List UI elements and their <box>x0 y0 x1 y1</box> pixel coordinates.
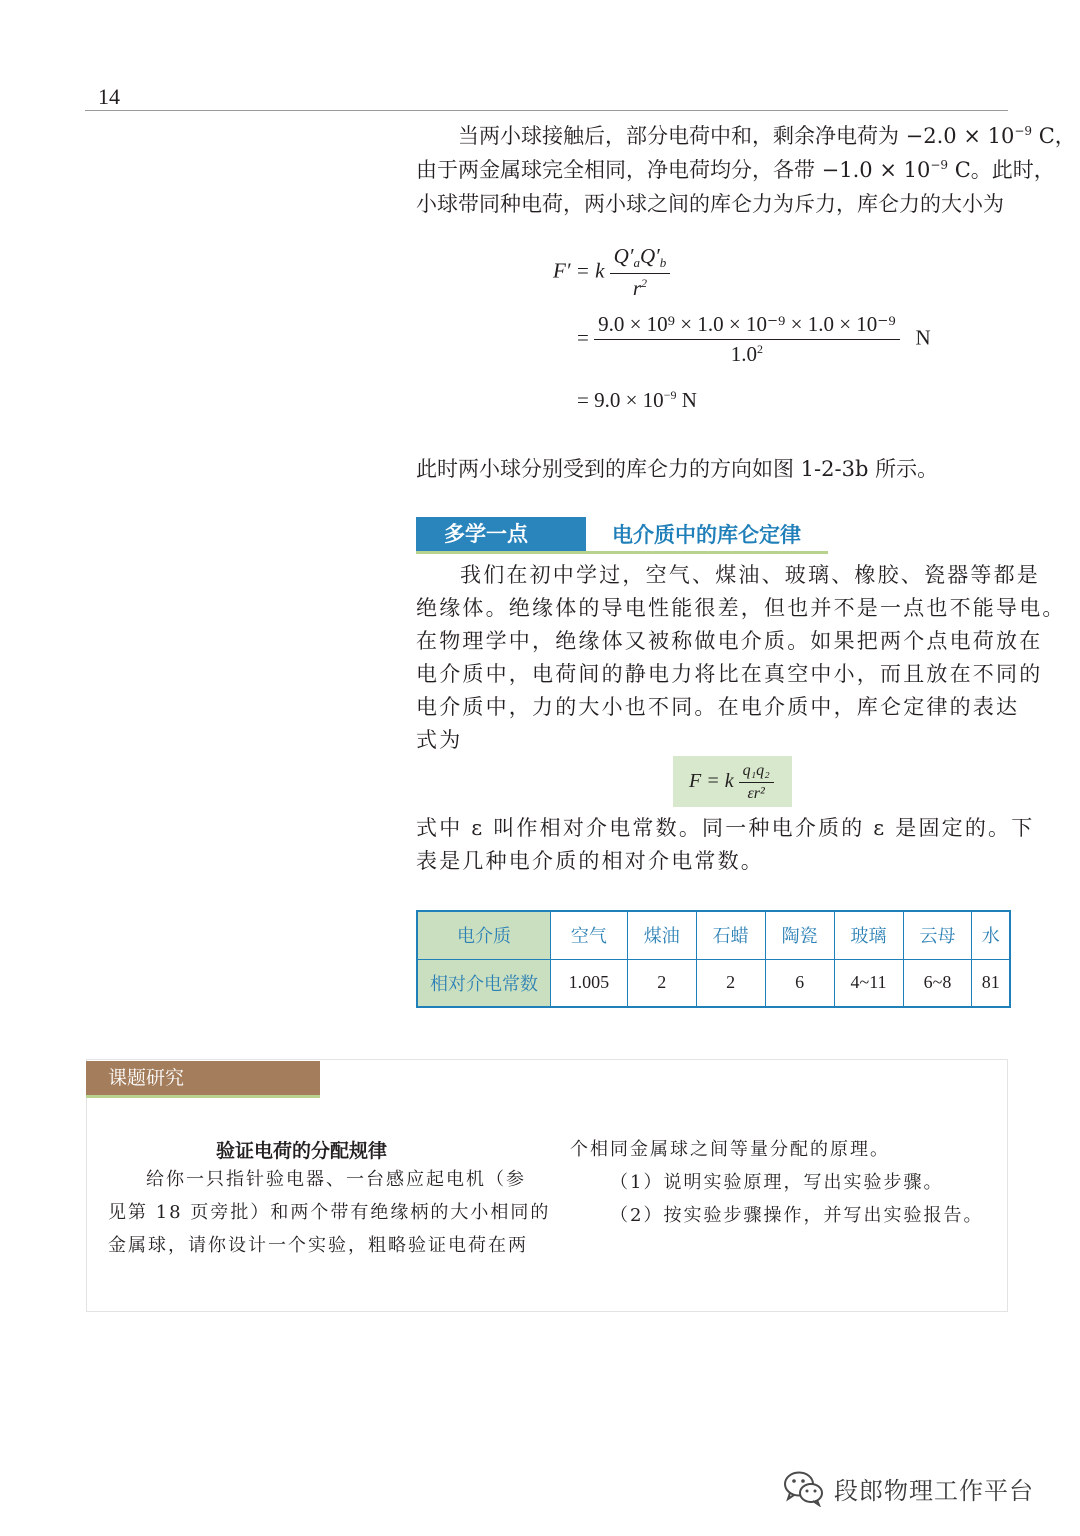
table-cell: 1.005 <box>551 959 628 1007</box>
paragraph-line: 电介质中，电荷间的静电力将比在真空中小，而且放在不同的 <box>416 662 1043 686</box>
table-cell: 云母 <box>903 911 972 959</box>
paragraph-line: 电介质中，力的大小也不同。在电介质中，库仑定律的表达 <box>416 695 1020 719</box>
header-rule <box>85 110 1008 111</box>
paragraph-line: 在物理学中，绝缘体又被称做电介质。如果把两个点电荷放在 <box>416 629 1043 653</box>
table-cell: 玻璃 <box>834 911 903 959</box>
watermark-text: 段郎物理工作平台 <box>834 1476 1034 1505</box>
table-cell: 陶瓷 <box>765 911 834 959</box>
table-cell: 2 <box>696 959 765 1007</box>
table-cell: 煤油 <box>627 911 696 959</box>
paragraph-line: 由于两金属球完全相同，净电荷均分，各带 $-1.0 \times 10^{-9}$ C。此时， <box>416 158 1055 182</box>
table-row <box>417 959 1010 1007</box>
paragraph-line: 绝缘体。绝缘体的导电性能很差，但也并不是一点也不能导电。 <box>416 596 1066 620</box>
table-cell: 石蜡 <box>696 911 765 959</box>
table-cell: 2 <box>627 959 696 1007</box>
research-left-text <box>108 1163 551 1262</box>
fraction: $\frac{Q'aQ'b}{r^2}$ <box>610 244 671 301</box>
box-title: 电介质中的库仑定律 <box>612 523 801 547</box>
paragraph-force-direction: 此时两小球分别受到的库仑力的方向如图 1-2-3b 所示。 <box>416 457 939 481</box>
wechat-icon <box>782 1469 826 1507</box>
paragraph-line: （2）按实验步骤操作，并写出实验报告。 <box>610 1205 984 1226</box>
paragraph-line: 小球带同种电荷，两小球之间的库仑力为斥力，库仑力的大小为 <box>416 192 1004 216</box>
box-paragraph <box>416 559 1066 757</box>
research-tab-underline <box>86 1095 320 1098</box>
box-label: 多学一点 <box>416 517 586 552</box>
watermark <box>782 1469 1034 1507</box>
research-right-text <box>570 1133 983 1232</box>
table-header-cell: 相对介电常数 <box>417 959 551 1007</box>
dielectric-constant-table <box>416 910 1011 1008</box>
paragraph-line: 金属球，请你设计一个实验，粗略验证电荷在两 <box>108 1235 528 1256</box>
paragraph-charge-sharing <box>416 119 1076 221</box>
page-number: 14 <box>98 84 120 109</box>
paragraph-line: 表是几种电介质的相对介电常数。 <box>416 849 764 873</box>
equation-step-3: = $9.0 \times 10^{-9}$ N <box>577 388 697 412</box>
paragraph-line: 个相同金属球之间等量分配的原理。 <box>570 1139 890 1160</box>
table-cell: 6 <box>765 959 834 1007</box>
paragraph-line: 见第 18 页旁批）和两个带有绝缘柄的大小相同的 <box>108 1202 551 1223</box>
equation-step-1: F′ = k $\frac{Q'aQ'b}{r^2}$ <box>553 244 670 301</box>
table-cell: 81 <box>972 959 1010 1007</box>
coulomb-dielectric-formula: F = k $\frac{\text{q₁q₂}}{\text{εr²}}$ <box>673 756 792 807</box>
table-cell: 6~8 <box>903 959 972 1007</box>
table-row <box>417 911 1010 959</box>
fraction: $\frac{\text{9.0 × 10⁹ × 1.0 × 10⁻⁹ × 1.0 × 10⁻⁹}}{1.0^2}$ <box>594 312 900 367</box>
research-tab-label: 课题研究 <box>86 1061 320 1095</box>
paragraph-line: 当两小球接触后，部分电荷中和，剩余净电荷为 $-2.0 \times 10^{-9}$ C， <box>458 124 1076 148</box>
paragraph-line: 式为 <box>416 728 463 752</box>
equation-step-2: = $\frac{\text{9.0 × 10⁹ × 1.0 × 10⁻⁹ × 1.0 × 10⁻⁹}}{1.0^2}$ N <box>577 312 931 366</box>
research-title: 验证电荷的分配规律 <box>216 1140 388 1162</box>
box-paragraph-after <box>416 812 1035 878</box>
table-header-cell: 电介质 <box>417 911 551 959</box>
paragraph-line: 我们在初中学过，空气、煤油、玻璃、橡胶、瓷器等都是 <box>460 563 1040 587</box>
table-cell: 空气 <box>551 911 628 959</box>
box-underline <box>416 551 828 554</box>
paragraph-line: （1）说明实验原理，写出实验步骤。 <box>610 1172 944 1193</box>
paragraph-line: 式中 ε 叫作相对介电常数。同一种电介质的 ε 是固定的。下 <box>416 816 1035 840</box>
table-cell: 4~11 <box>834 959 903 1007</box>
paragraph-line: 给你一只指针验电器、一台感应起电机（参 <box>146 1169 526 1190</box>
table-cell: 水 <box>972 911 1010 959</box>
